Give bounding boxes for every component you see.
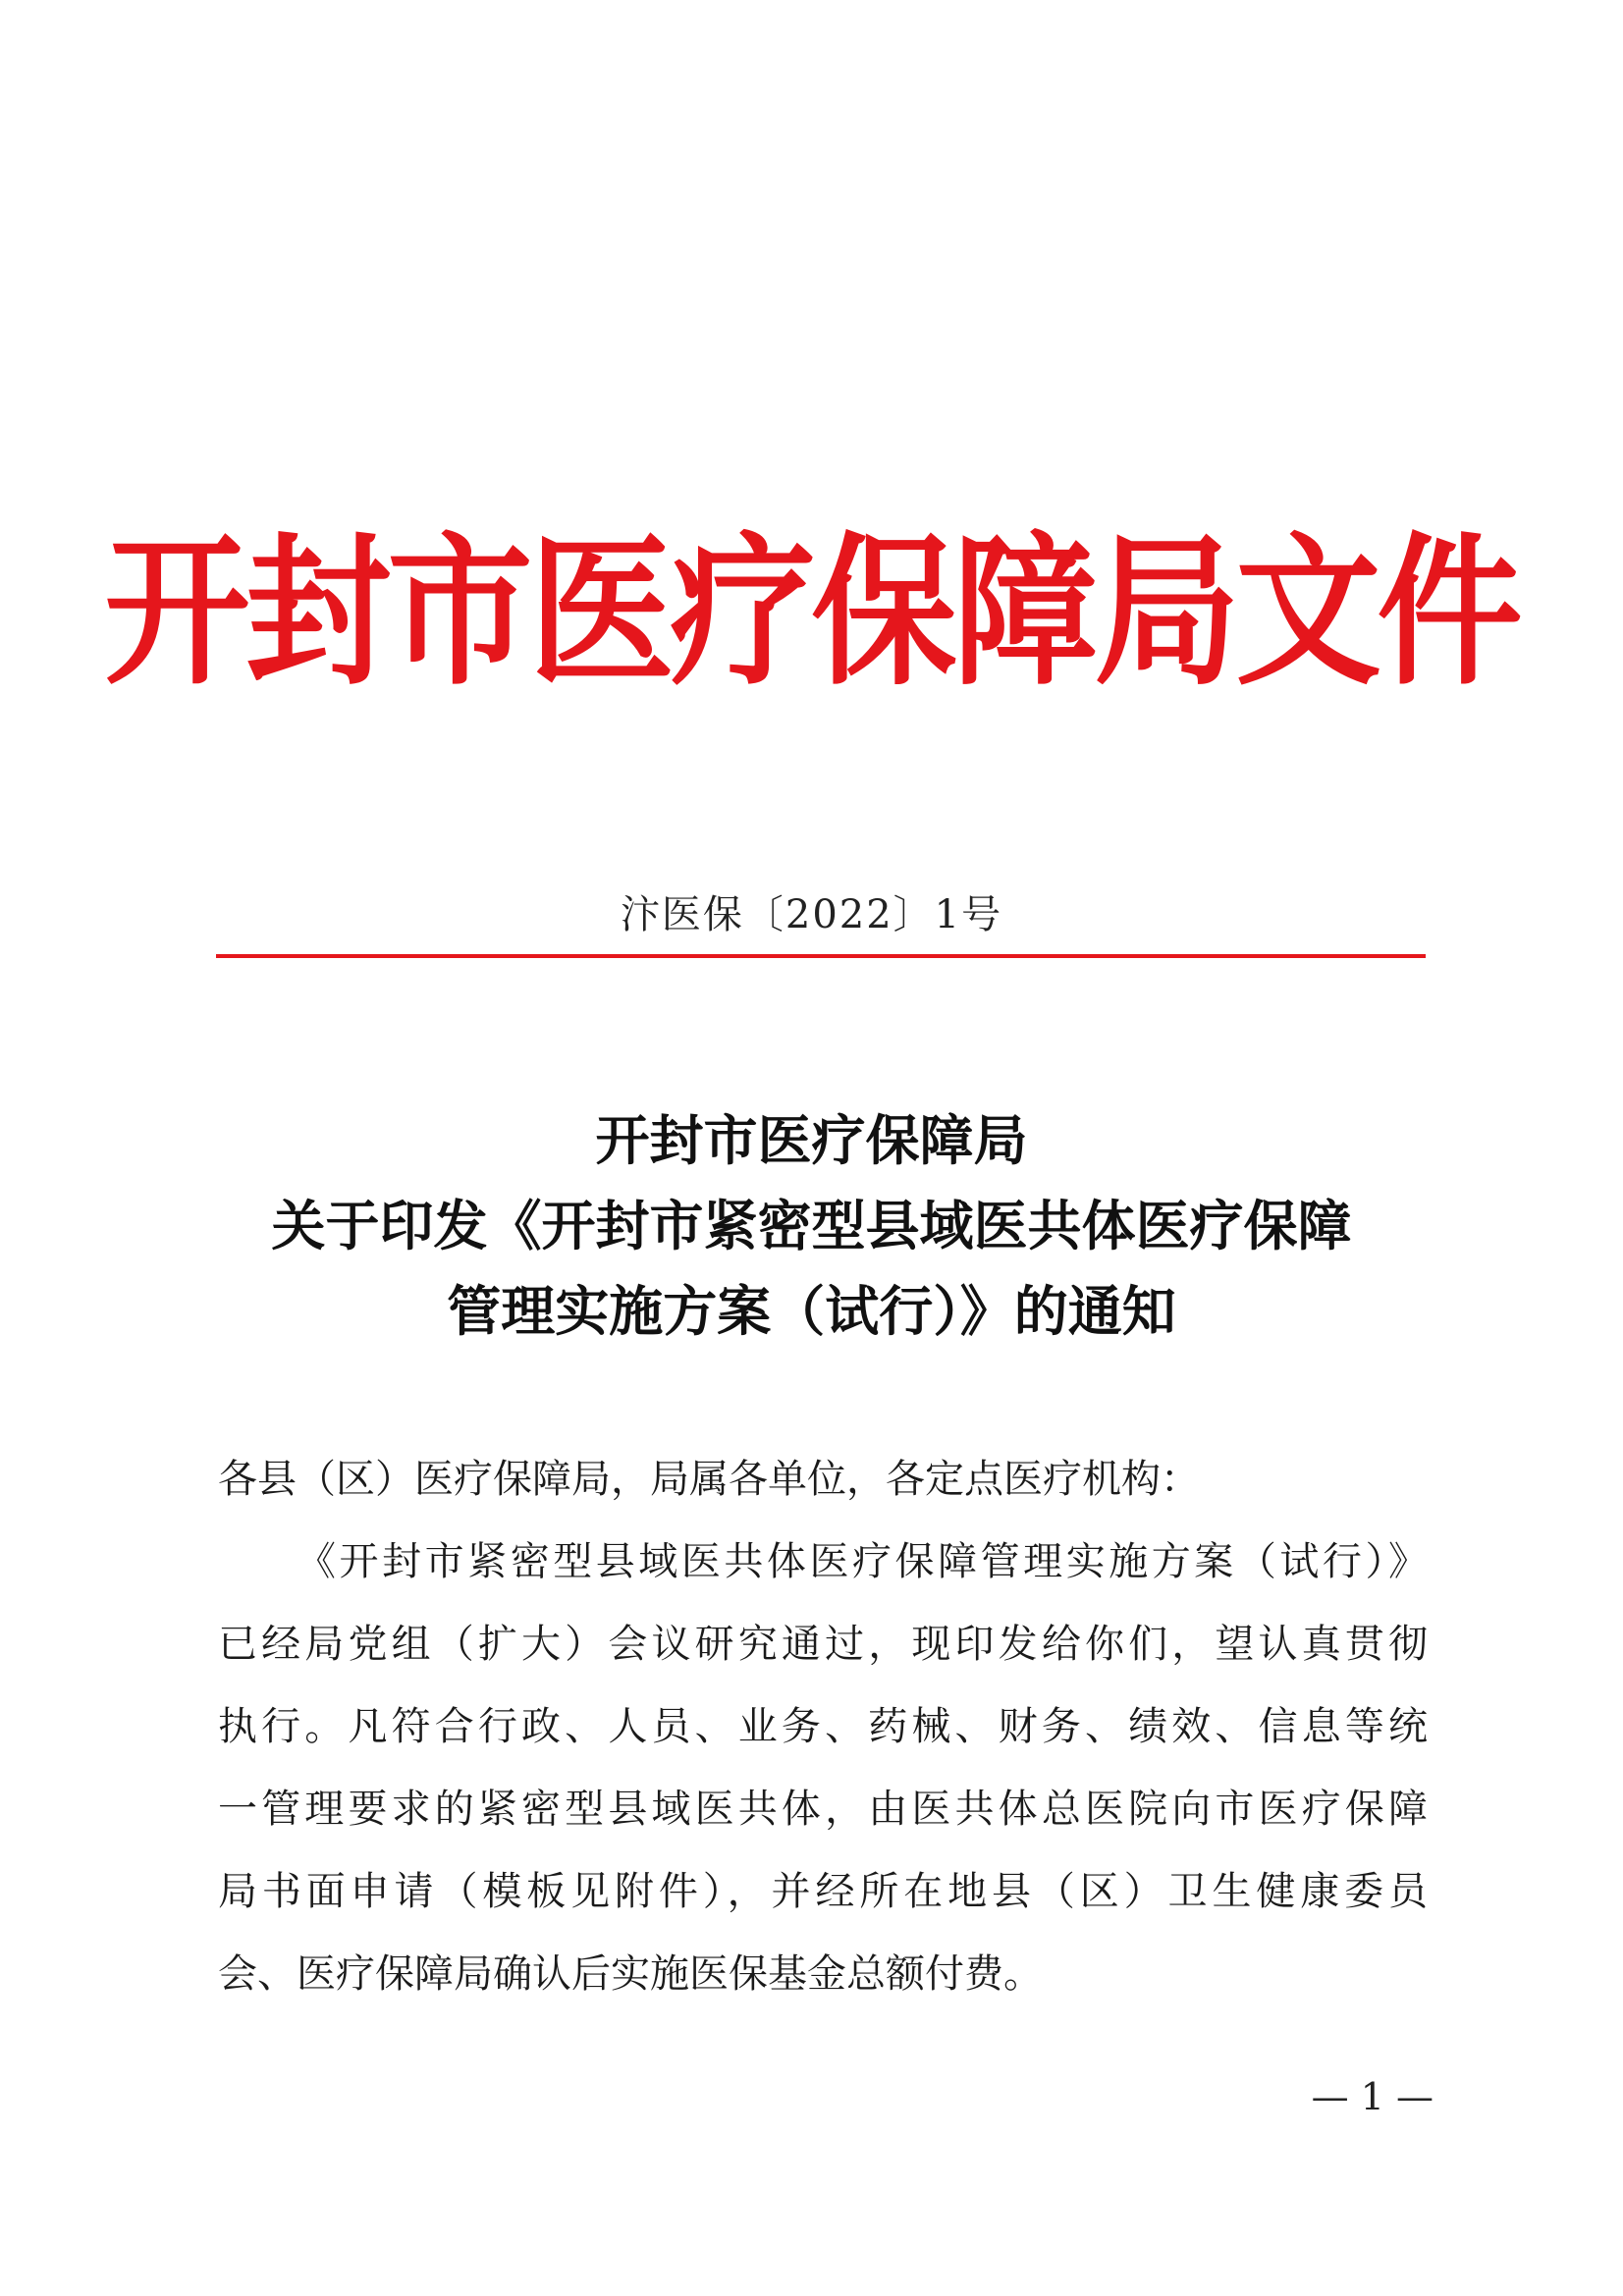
document-masthead: 开封市医疗保障局文件: [104, 515, 1519, 708]
notice-body: [218, 1438, 1428, 2015]
body-line: 局书面申请（模板见附件），并经所在地县（区）卫生健康委员: [218, 1869, 1428, 1914]
red-divider-rule: [216, 954, 1426, 958]
salutation: 各县（区）医疗保障局，局属各单位，各定点医疗机构：: [218, 1457, 1200, 1502]
notice-title: [0, 1097, 1623, 1354]
body-line: 会、医疗保障局确认后实施医保基金总额付费。: [218, 1951, 1043, 1997]
body-line: 执行。凡符合行政、人员、业务、药械、财务、绩效、信息等统: [218, 1704, 1428, 1749]
page-number: — 1 —: [1311, 2075, 1434, 2118]
body-line: 《开封市紧密型县域医共体医疗保障管理实施方案（试行）》: [297, 1539, 1428, 1584]
notice-title-line: 管理实施方案（试行）》的通知: [447, 1279, 1176, 1343]
body-line: 已经局党组（扩大）会议研究通过，现印发给你们，望认真贯彻: [218, 1622, 1428, 1667]
body-line: 一管理要求的紧密型县域医共体，由医共体总医院向市医疗保障: [218, 1787, 1428, 1832]
notice-title-line: 关于印发《开封市紧密型县域医共体医疗保障: [271, 1194, 1352, 1257]
notice-title-line: 开封市医疗保障局: [595, 1108, 1028, 1172]
document-number: 汴医保〔2022〕1号: [620, 892, 1003, 937]
